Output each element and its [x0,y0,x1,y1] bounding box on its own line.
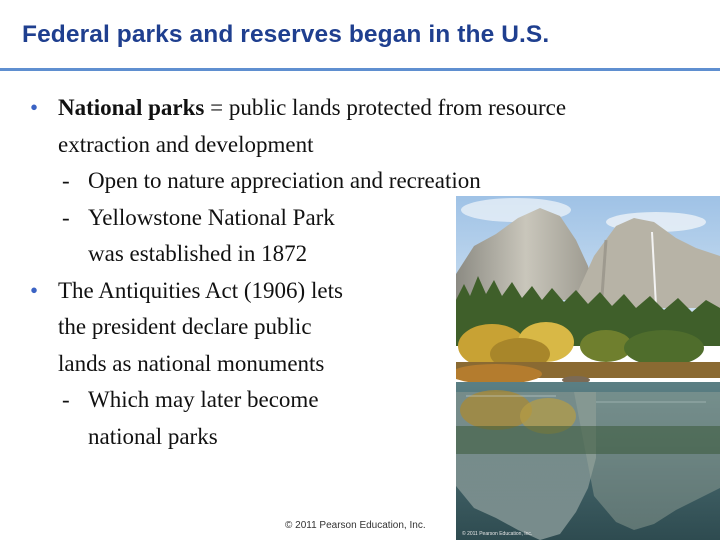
sub-bullet-continuation: national parks [88,423,218,449]
dash-icon: - [62,168,70,193]
dash-icon: - [62,387,70,412]
bullet-continuation: lands as national monuments [58,350,325,376]
bullet-text: = public lands protected from resource [204,95,567,120]
title-divider [0,68,720,71]
sub-bullet-text: Open to nature appreciation and recreation [88,168,481,193]
sub-bullet-text: Which may later become [88,387,319,412]
forest-reflection [456,426,720,454]
bullet-item-national-parks [30,90,690,127]
dash-icon: - [62,204,70,230]
bullet-continuation: extraction and development [58,131,314,157]
copyright-footer: © 2011 Pearson Education, Inc. [285,520,426,531]
bullet-icon: • [30,95,39,120]
tree [580,330,632,362]
bullet-text: The Antiquities Act (1906) lets [58,277,343,303]
tree [624,330,704,366]
landscape-illustration [456,196,720,540]
bullet-continuation: the president declare public [58,314,312,339]
landscape-photo [456,196,720,540]
bullet-icon: • [30,277,39,303]
sub-bullet-text: Yellowstone National Park [88,204,335,230]
slide-title: Federal parks and reserves began in the U.S. [22,21,550,48]
sub-bullet-continuation: was established in 1872 [88,241,308,266]
sub-bullet-item [30,163,690,200]
bullet-term: National parks [58,95,205,120]
photo-credit: © 2011 Pearson Education, Inc. [462,531,533,537]
